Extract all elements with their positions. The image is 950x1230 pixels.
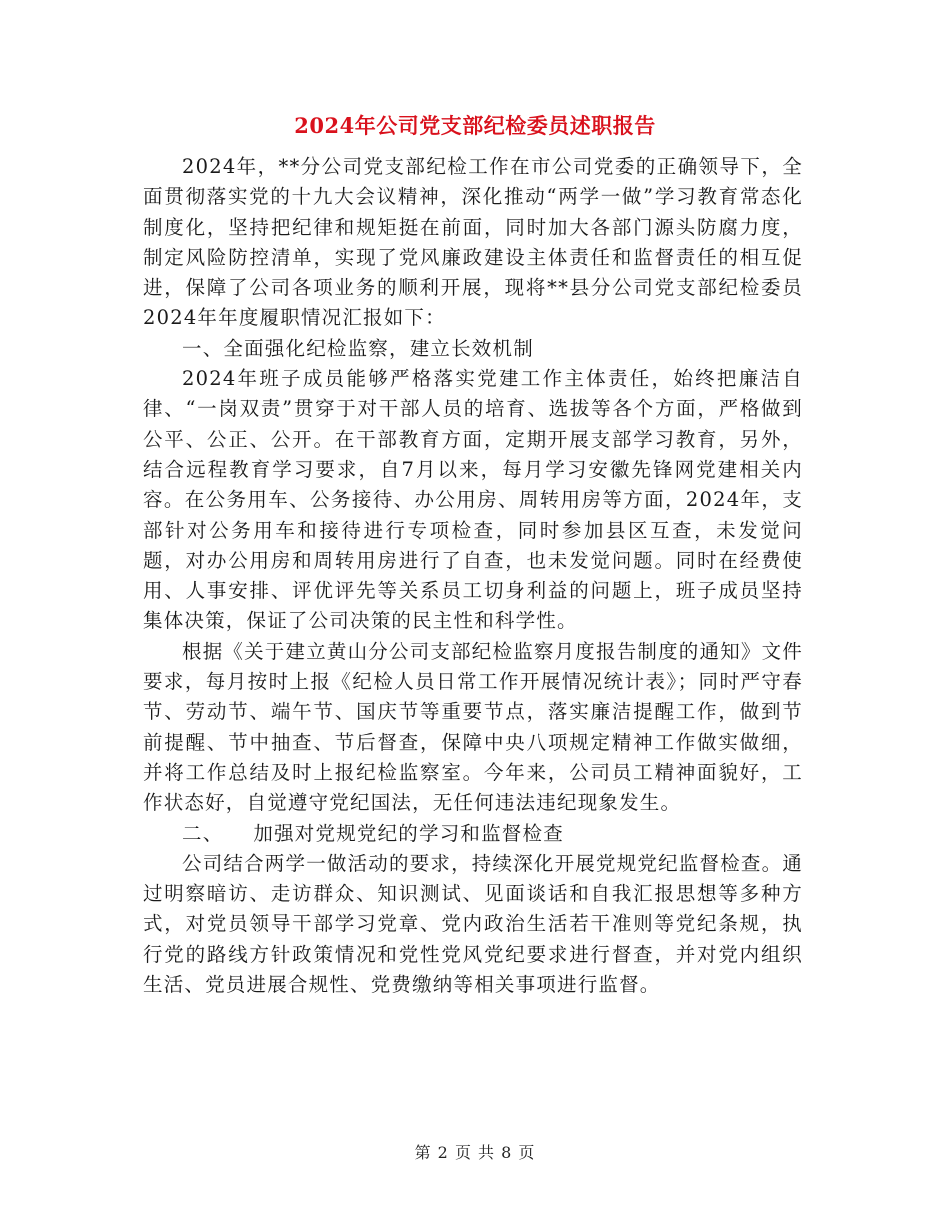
section-heading-1: 一、全面强化纪检监察，建立长效机制 [182, 336, 534, 360]
document-title: 2024年公司党支部纪检委员述职报告 [294, 113, 656, 138]
paragraph-section1-a: 2024年班子成员能够严格落实党建工作主体责任，始终把廉洁自律、“一岗双责”贯穿于对干部人员的培育、选拔等各个方面，严格做到公平、公正、公开。在干部教育方面，定期开展支部学习教育，另外，结合远程教育学习要求，自7月以来，每月学习安徽先锋网党建相关内容。在公务用车、公务接待、办公用房、周转用房等方面，2024年，支部针对公务用车和接待进行专项检查，同时参加县区互查，未发觉问题，对办公用房和周转用房进行了自查，也未发觉问题。同时在经费使用、人事安排、评优评先等关系员工切身利益的问题上，班子成员坚持集体决策，保证了公司决策的民主性和科学性。 [143, 367, 803, 633]
section-heading-2 [143, 819, 803, 849]
paragraph-section2: 公司结合两学一做活动的要求，持续深化开展党规党纪监督检查。通过明察暗访、走访群众、知识测试、见面谈话和自我汇报思想等多种方式，对党员领导干部学习党章、党内政治生活若干准则等党纪条规，执行党的路线方针政策情况和党性党风党纪要求进行督查，并对党内组织生活、党员进展合规性、党费缴纳等相关事项进行监督。 [143, 851, 804, 997]
paragraph-section1-b: 根据《关于建立黄山分公司支部纪检监察月度报告制度的通知》文件要求，每月按时上报《纪检人员日常工作开展情况统计表》；同时严守春节、劳动节、端午节、国庆节等重要节点，落实廉洁提醒工作，做到节前提醒、节中抽查、节后督查，保障中央八项规定精神工作做实做细，并将工作总结及时上报纪检监察室。今年来，公司员工精神面貌好，工作状态好，自觉遵守党纪国法，无任何违法违纪现象发生。 [143, 639, 804, 815]
paragraph-intro: 2024年，**分公司党支部纪检工作在市公司党委的正确领导下，全面贯彻落实党的十九大会议精神，深化推动“两学一做”学习教育常态化制度化，坚持把纪律和规矩挺在前面，同时加大各部门源头防腐力度，制定风险防控清单，实现了党风廉政建设主体责任和监督责任的相互促进，保障了公司各项业务的顺利开展，现将**县分公司党支部纪检委员2024年年度履职情况汇报如下： [143, 155, 803, 330]
page-footer: 第 2 页 共 8 页 [414, 1143, 536, 1162]
document-body [143, 152, 803, 1000]
section-heading-2-number: 二、 [182, 821, 224, 845]
section-heading-2-title: 加强对党规党纪的学习和监督检查 [253, 821, 564, 845]
